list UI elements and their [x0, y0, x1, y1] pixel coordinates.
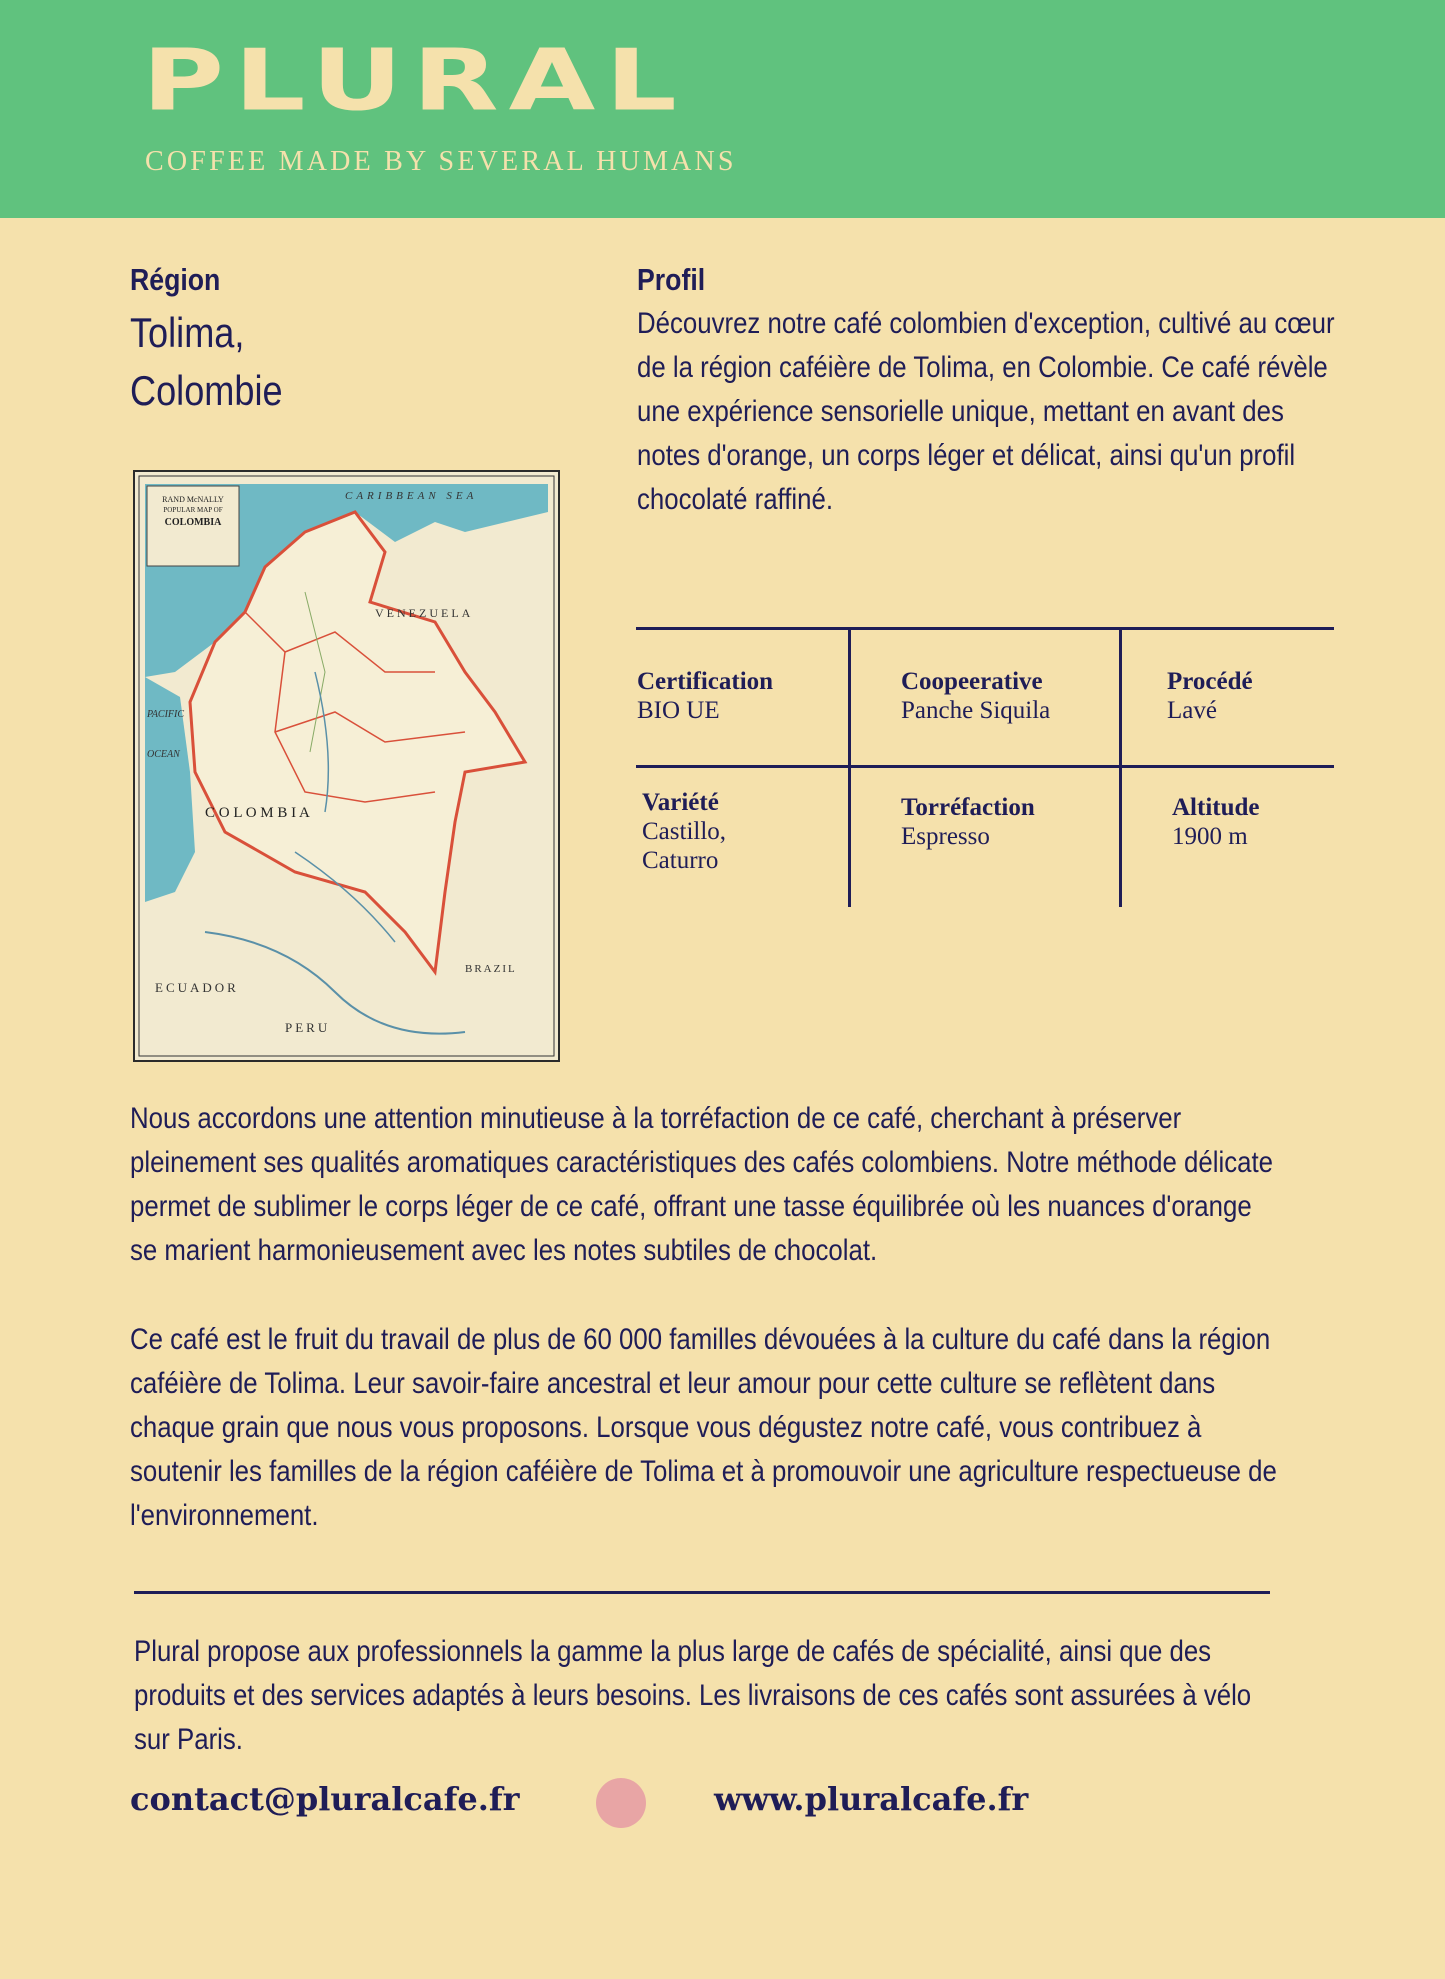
roasting-paragraph: Nous accordons une attention minutieuse à la torréfaction de ce café, cherchant à préserver pleinement ses qualités aromatiques caractéristiques des cafés colombiens. Notre méthode délicate permet de sublimer le corps léger de ce café, offrant une tasse équilibrée où les nuances d'orange se marient harmonieusement avec les notes subtiles de chocolat.: [130, 1102, 1273, 1267]
svg-text:BRAZIL: BRAZIL: [465, 963, 517, 975]
svg-text:PACIFIC: PACIFIC: [147, 709, 185, 720]
brand-tagline: COFFEE MADE BY SEVERAL HUMANS: [145, 146, 737, 177]
header-banner: [0, 0, 1445, 218]
svg-text:C O L O M B I A: C O L O M B I A: [205, 805, 310, 821]
svg-text:CARIBBEAN SEA: CARIBBEAN SEA: [345, 490, 478, 502]
profil-label: Profil: [637, 262, 706, 297]
table-divider-1: [848, 627, 851, 907]
map-title: RAND McNALLY: [162, 495, 224, 504]
brand-logo: PLURAL: [142, 31, 687, 130]
profil-text: Découvrez notre café colombien d'exception, cultivé au cœur de la région caféière de Tolima, en Colombie. Ce café révèle une expérience sensorielle unique, mettant en avant des notes d'orange, un corps léger et délicat, ainsi qu'un profil chocolaté raffiné.: [637, 307, 1335, 516]
map-illustration: [135, 472, 558, 1060]
svg-text:ECUADOR: ECUADOR: [155, 980, 239, 995]
table-rule-middle: [636, 765, 1334, 768]
footer-text: Plural propose aux professionnels la gamme la plus large de cafés de spécialité, ainsi que des produits et des services adaptés à leurs besoins. Les livraisons de ces cafés sont assurées à vélo sur Paris.: [134, 1635, 1252, 1756]
colombia-map-image: [133, 470, 560, 1062]
svg-text:OCEAN: OCEAN: [147, 749, 180, 760]
spec-process: Procédé Lavé: [1167, 668, 1253, 724]
table-divider-2: [1119, 627, 1122, 907]
spec-altitude: Altitude 1900 m: [1172, 794, 1260, 850]
region-value: Tolima, Colombie: [130, 309, 283, 414]
svg-text:PERU: PERU: [285, 1020, 331, 1035]
families-paragraph: Ce café est le fruit du travail de plus de 60 000 familles dévouées à la culture du café dans la région caféière de Tolima. Leur savoir-faire ancestral et leur amour pour cette culture se reflètent dans chaque grain que nous vous proposons. Lorsque vous dégustez notre café, vous contribuez à soutenir les familles de la région caféière de Tolima et à promouvoir une agriculture respectueuse de l'environnement.: [130, 1323, 1277, 1532]
svg-text:VENEZUELA: VENEZUELA: [375, 606, 474, 620]
spec-cooperative: Coopeerative Panche Siquila: [901, 668, 1051, 724]
spec-roast: Torréfaction Espresso: [901, 794, 1035, 850]
footer-divider: [134, 1591, 1270, 1594]
svg-text:POPULAR MAP OF: POPULAR MAP OF: [163, 506, 223, 514]
spec-certification: Certification BIO UE: [637, 668, 774, 724]
svg-text:COLOMBIA: COLOMBIA: [164, 517, 222, 528]
region-label: Région: [130, 262, 221, 297]
decorative-dot: [596, 1778, 646, 1828]
contact-email-link[interactable]: contact@pluralcafe.fr: [130, 1780, 520, 1818]
table-rule-top: [636, 627, 1334, 630]
website-link[interactable]: www.pluralcafe.fr: [714, 1780, 1029, 1818]
spec-variety: Variété Castillo, Caturro: [642, 789, 727, 874]
